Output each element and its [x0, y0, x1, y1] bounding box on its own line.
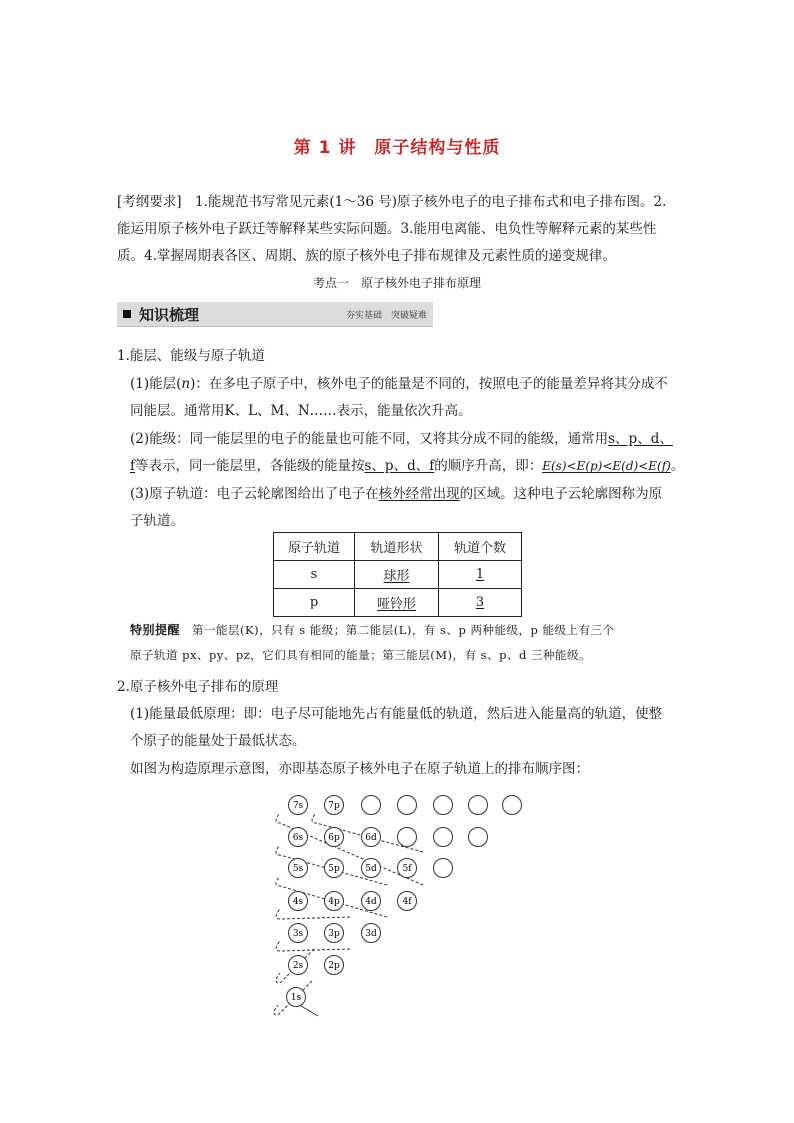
- orbital-1s: [287, 988, 306, 1007]
- orbital-5p: [325, 859, 344, 878]
- orbital-5d: [362, 859, 381, 878]
- empty-orbital-circle: [503, 796, 522, 815]
- orbital-6p: [325, 828, 344, 847]
- table-cell: 球形: [355, 561, 439, 589]
- orbital-label: 4f: [402, 897, 412, 907]
- filling-arrow: [276, 909, 350, 919]
- orbital-label: 2s: [292, 961, 304, 971]
- orbital-label: 5s: [292, 864, 304, 874]
- square-bullet-icon: [123, 310, 131, 318]
- orbital-2s: [289, 956, 308, 975]
- section-tag: 夯实基础 突破疑难: [345, 311, 427, 321]
- orbital-label: 5f: [402, 864, 412, 874]
- tip-line-1: 特别提醒 第一能层(K)，只有 s 能级；第二能层(L)，有 s、p 两种能级，p 能级上有三个: [130, 623, 615, 637]
- s1-p3-line-1: (3)原子轨道：电子云轮廓图给出了电子在核外经常出现的区域。这种电子云轮廓图称为原: [130, 486, 663, 502]
- orbital-label: 3d: [365, 929, 377, 939]
- orbital-6s: [289, 828, 308, 847]
- orbital-4d: [362, 892, 381, 911]
- orbital-4p: [325, 892, 344, 911]
- orbital-label: 4d: [365, 897, 377, 907]
- empty-orbital-circle: [434, 828, 453, 847]
- orbital-5f: [398, 859, 417, 878]
- s1-p1-line-2: 同能层。通常用K、L、M、N……表示，能量依次升高。: [130, 403, 472, 419]
- s1-p2-line-2: f等表示，同一能层里，各能级的能量按s、p、d、f的顺序升高，即：E(s)<E(p)<E(d)<E(f)。: [130, 458, 685, 474]
- empty-orbital-circle: [398, 796, 417, 815]
- requirements-line-2: 能运用原子核外电子跃迁等解释某些实际问题。3.能用电离能、电负性等解释元素的某些性: [117, 221, 657, 237]
- orbital-4s: [289, 892, 308, 911]
- orbital-4f: [398, 892, 417, 911]
- orbital-6d: [362, 828, 381, 847]
- s1-heading: 1.能层、能级与原子轨道: [117, 348, 265, 364]
- orbital-label: 4p: [328, 897, 340, 907]
- orbital-2p: [325, 956, 344, 975]
- orbital-5s: [289, 859, 308, 878]
- orbital-label: 7p: [328, 801, 340, 811]
- orbital-7s: [289, 796, 308, 815]
- orbital-label: 3p: [328, 929, 340, 939]
- orbital-label: 4s: [292, 897, 304, 907]
- tip-line-2: 原子轨道 px、py、pz，它们具有相同的能量；第三能层(M)，有 s、p、d 三种能级。: [130, 648, 591, 662]
- empty-orbital-circle: [469, 796, 488, 815]
- orbital-3s: [289, 924, 308, 943]
- requirements-line-1: [考纲要求] 1.能规范书写常见元素(1～36 号)原子核外电子的电子排布式和电子排布图。2.: [117, 194, 667, 210]
- s1-p1-line-1: (1)能层(n)：在多电子原子中，核外电子的能量是不同的，按照电子的能量差异将其分成不: [130, 376, 668, 392]
- s2-p1-line-2: 个原子的能量处于最低状态。: [130, 733, 306, 749]
- page-title: 第 1 讲 原子结构与性质: [293, 138, 501, 158]
- orbital-label: 3s: [292, 929, 304, 939]
- table-cell: p: [274, 589, 355, 617]
- table-row: [274, 561, 522, 589]
- s2-p2: 如图为构造原理示意图，亦即基态原子核外电子在原子轨道上的排布顺序图：: [130, 761, 589, 777]
- topic-heading: 考点一 原子核外电子排布原理: [312, 276, 481, 290]
- orbital-label: 1s: [290, 993, 302, 1003]
- empty-orbital-circle: [434, 796, 453, 815]
- empty-orbital-circle: [469, 828, 488, 847]
- empty-orbital-circle: [398, 828, 417, 847]
- orbital-3p: [325, 924, 344, 943]
- orbital-label: 7s: [292, 801, 304, 811]
- orbital-7p: [325, 796, 344, 815]
- table-header-row: [274, 533, 522, 561]
- s2-p1-line-1: (1)能量最低原理：即：电子尽可能地先占有能量低的轨道，然后进入能量高的轨道，使整: [130, 706, 663, 722]
- aufbau-diagram: [270, 790, 530, 1020]
- orbital-table: [273, 532, 522, 617]
- table-cell: 哑铃形: [355, 589, 439, 617]
- orbital-label: 5p: [328, 864, 340, 874]
- table-cell: 3: [439, 589, 522, 617]
- section-name: 知识梳理: [139, 306, 200, 324]
- s1-p3-line-2: 子轨道。: [130, 513, 184, 529]
- orbital-label: 6s: [292, 833, 304, 843]
- requirements-line-3: 质。4.掌握周期表各区、周期、族的原子核外电子排布规律及元素性质的递变规律。: [117, 248, 616, 264]
- orbital-label: 6d: [365, 833, 377, 843]
- s2-heading: 2.原子核外电子排布的原理: [117, 679, 279, 695]
- orbital-3d: [362, 924, 381, 943]
- table-cell: 1: [439, 561, 522, 589]
- table-header-cell: 原子轨道: [274, 533, 355, 561]
- table-cell: s: [274, 561, 355, 589]
- table-header-cell: 轨道个数: [439, 533, 522, 561]
- empty-orbital-circle: [362, 796, 381, 815]
- orbital-label: 5d: [365, 864, 377, 874]
- section-bar: [117, 302, 433, 327]
- empty-orbital-circle: [434, 859, 453, 878]
- table-header-cell: 轨道形状: [355, 533, 439, 561]
- table-row: [274, 589, 522, 617]
- orbital-label: 2p: [328, 961, 340, 971]
- orbital-label: 6p: [328, 833, 340, 843]
- s1-p2-line-1: (2)能级：同一能层里的电子的能量也可能不同，又将其分成不同的能级，通常用s、p、d、: [130, 431, 673, 447]
